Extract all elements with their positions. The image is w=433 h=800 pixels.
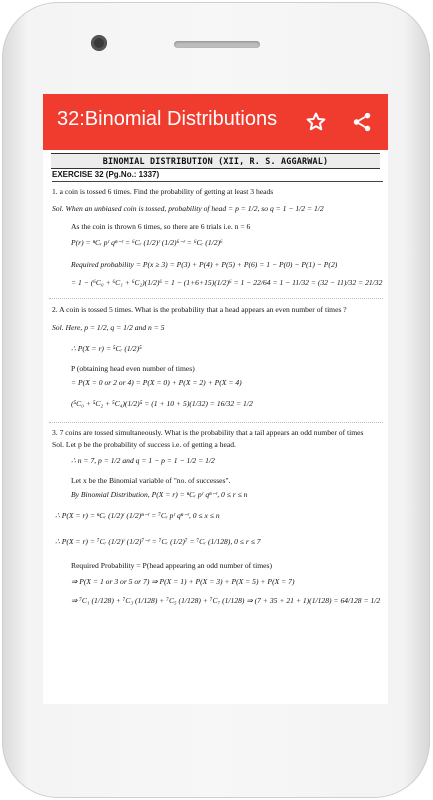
earpiece-speaker (174, 41, 260, 48)
solution-1-line-4: Required probability = P(x ≥ 3) = P(3) + P(4) + P(5) + P(6) = 1 − P(0) − P(1) − P(2) (71, 260, 338, 269)
solution-2-line-5: (⁵C₀ + ⁵C₂ + ⁵C₄)(1/2)⁵ = (1 + 10 + 5)(1/32) = 16/32 = 1/2 (71, 399, 253, 408)
solution-3-line-2: ∴ n = 7, p = 1/2 and q = 1 − p = 1 − 1/2 = 1/2 (71, 456, 215, 465)
phone-bottom-bezel (0, 704, 433, 800)
solution-2-line-2: ∴ P(X = r) = ⁵Cᵣ (1/2)⁵ (71, 344, 142, 353)
divider (49, 422, 383, 423)
solution-1-line-5: = 1 − (⁶C₀ + ⁶C₁ + ⁶C₂)(1/2)⁶ = 1 − (1+6+15)(1/2)⁶ = 1 − 22/64 = 1 − 11/32 = (32 − 11)/32 = 21/32 (71, 278, 383, 287)
share-button[interactable] (347, 107, 377, 137)
share-icon (351, 111, 373, 133)
favorite-button[interactable] (301, 107, 331, 137)
question-2: 2. A coin is tossed 5 times. What is the probability that a head appears an even number of times ? (52, 305, 347, 314)
solution-2-line-4: = P(X = 0 or 2 or 4) = P(X = 0) + P(X = 2) + P(X = 4) (71, 378, 242, 387)
solution-1-line-3: P(r) = ⁿCᵣ pʳ qⁿ⁻ʳ = ⁶Cᵣ (1/2)ʳ (1/2)⁶⁻ʳ = ⁶Cᵣ (1/2)⁶ (71, 238, 223, 247)
solution-3-line-4: By Binomial Distribution, P(X = r) = ⁿCᵣ pʳ qⁿ⁻ʳ, 0 ≤ r ≤ n (71, 490, 248, 499)
solution-3-line-8: ⇒ P(X = 1 or 3 or 5 or 7) ⇒ P(X = 1) + P(X = 3) + P(X = 5) + P(X = 7) (71, 577, 295, 586)
page-title: 32:Binomial Distributions (57, 108, 278, 130)
front-camera (91, 35, 107, 51)
solution-3-line-9: ⇒ ⁷C₁ (1/128) + ⁷C₃ (1/128) + ⁷C₅ (1/128) + ⁷C₇ (1/128) ⇒ (7 + 35 + 21 + 1)(1/128) = 64/128 = 1/2 (71, 596, 381, 605)
exercise-heading: EXERCISE 32 (Pg.No.: 1337) (52, 170, 383, 182)
star-outline-icon (305, 111, 327, 133)
solution-1-line-1: Sol. When an unbiased coin is tossed, probability of head = p = 1/2, so q = 1 − 1/2 = 1/2 (52, 204, 324, 213)
question-3: 3. 7 coins are tossed simultaneously. What is the probability that a tail appears an odd number of times (52, 428, 364, 437)
solution-3-line-3: Let x be the Binomial variable of "no. of successes". (71, 476, 231, 485)
solution-2-line-3: P (obtaining head even number of times) (71, 364, 195, 373)
divider (49, 298, 383, 299)
solution-3-line-1: Sol. Let p be the probability of success i.e. of getting a head. (52, 440, 236, 449)
solution-3-line-5: ∴ P(X = r) = ⁿCᵣ (1/2)ʳ (1/2)ⁿ⁻ʳ = ⁷Cᵣ pʳ qⁿ⁻ʳ, 0 ≤ x ≤ n (55, 511, 220, 520)
solution-2-line-1: Sol. Here, p = 1/2, q = 1/2 and n = 5 (52, 323, 165, 332)
app-screen (43, 94, 388, 704)
app-bar (43, 94, 388, 150)
solution-3-line-6: ∴ P(X = r) = ⁷Cᵣ (1/2)ʳ (1/2)⁷⁻ʳ = ⁷Cᵣ (1/2)⁷ = ⁷Cᵣ (1/128), 0 ≤ r ≤ 7 (55, 537, 261, 546)
document-page (47, 150, 384, 704)
solution-1-line-2: As the coin is thrown 6 times, so there are 6 trials i.e. n = 6 (71, 222, 251, 231)
question-1: 1. a coin is tossed 6 times. Find the probability of getting at least 3 heads (52, 187, 274, 196)
solution-3-line-7: Required Probability = P(head appearing an odd number of times) (71, 561, 273, 570)
document-header: BINOMIAL DISTRIBUTION (XII, R. S. AGGARWAL) (51, 153, 380, 169)
